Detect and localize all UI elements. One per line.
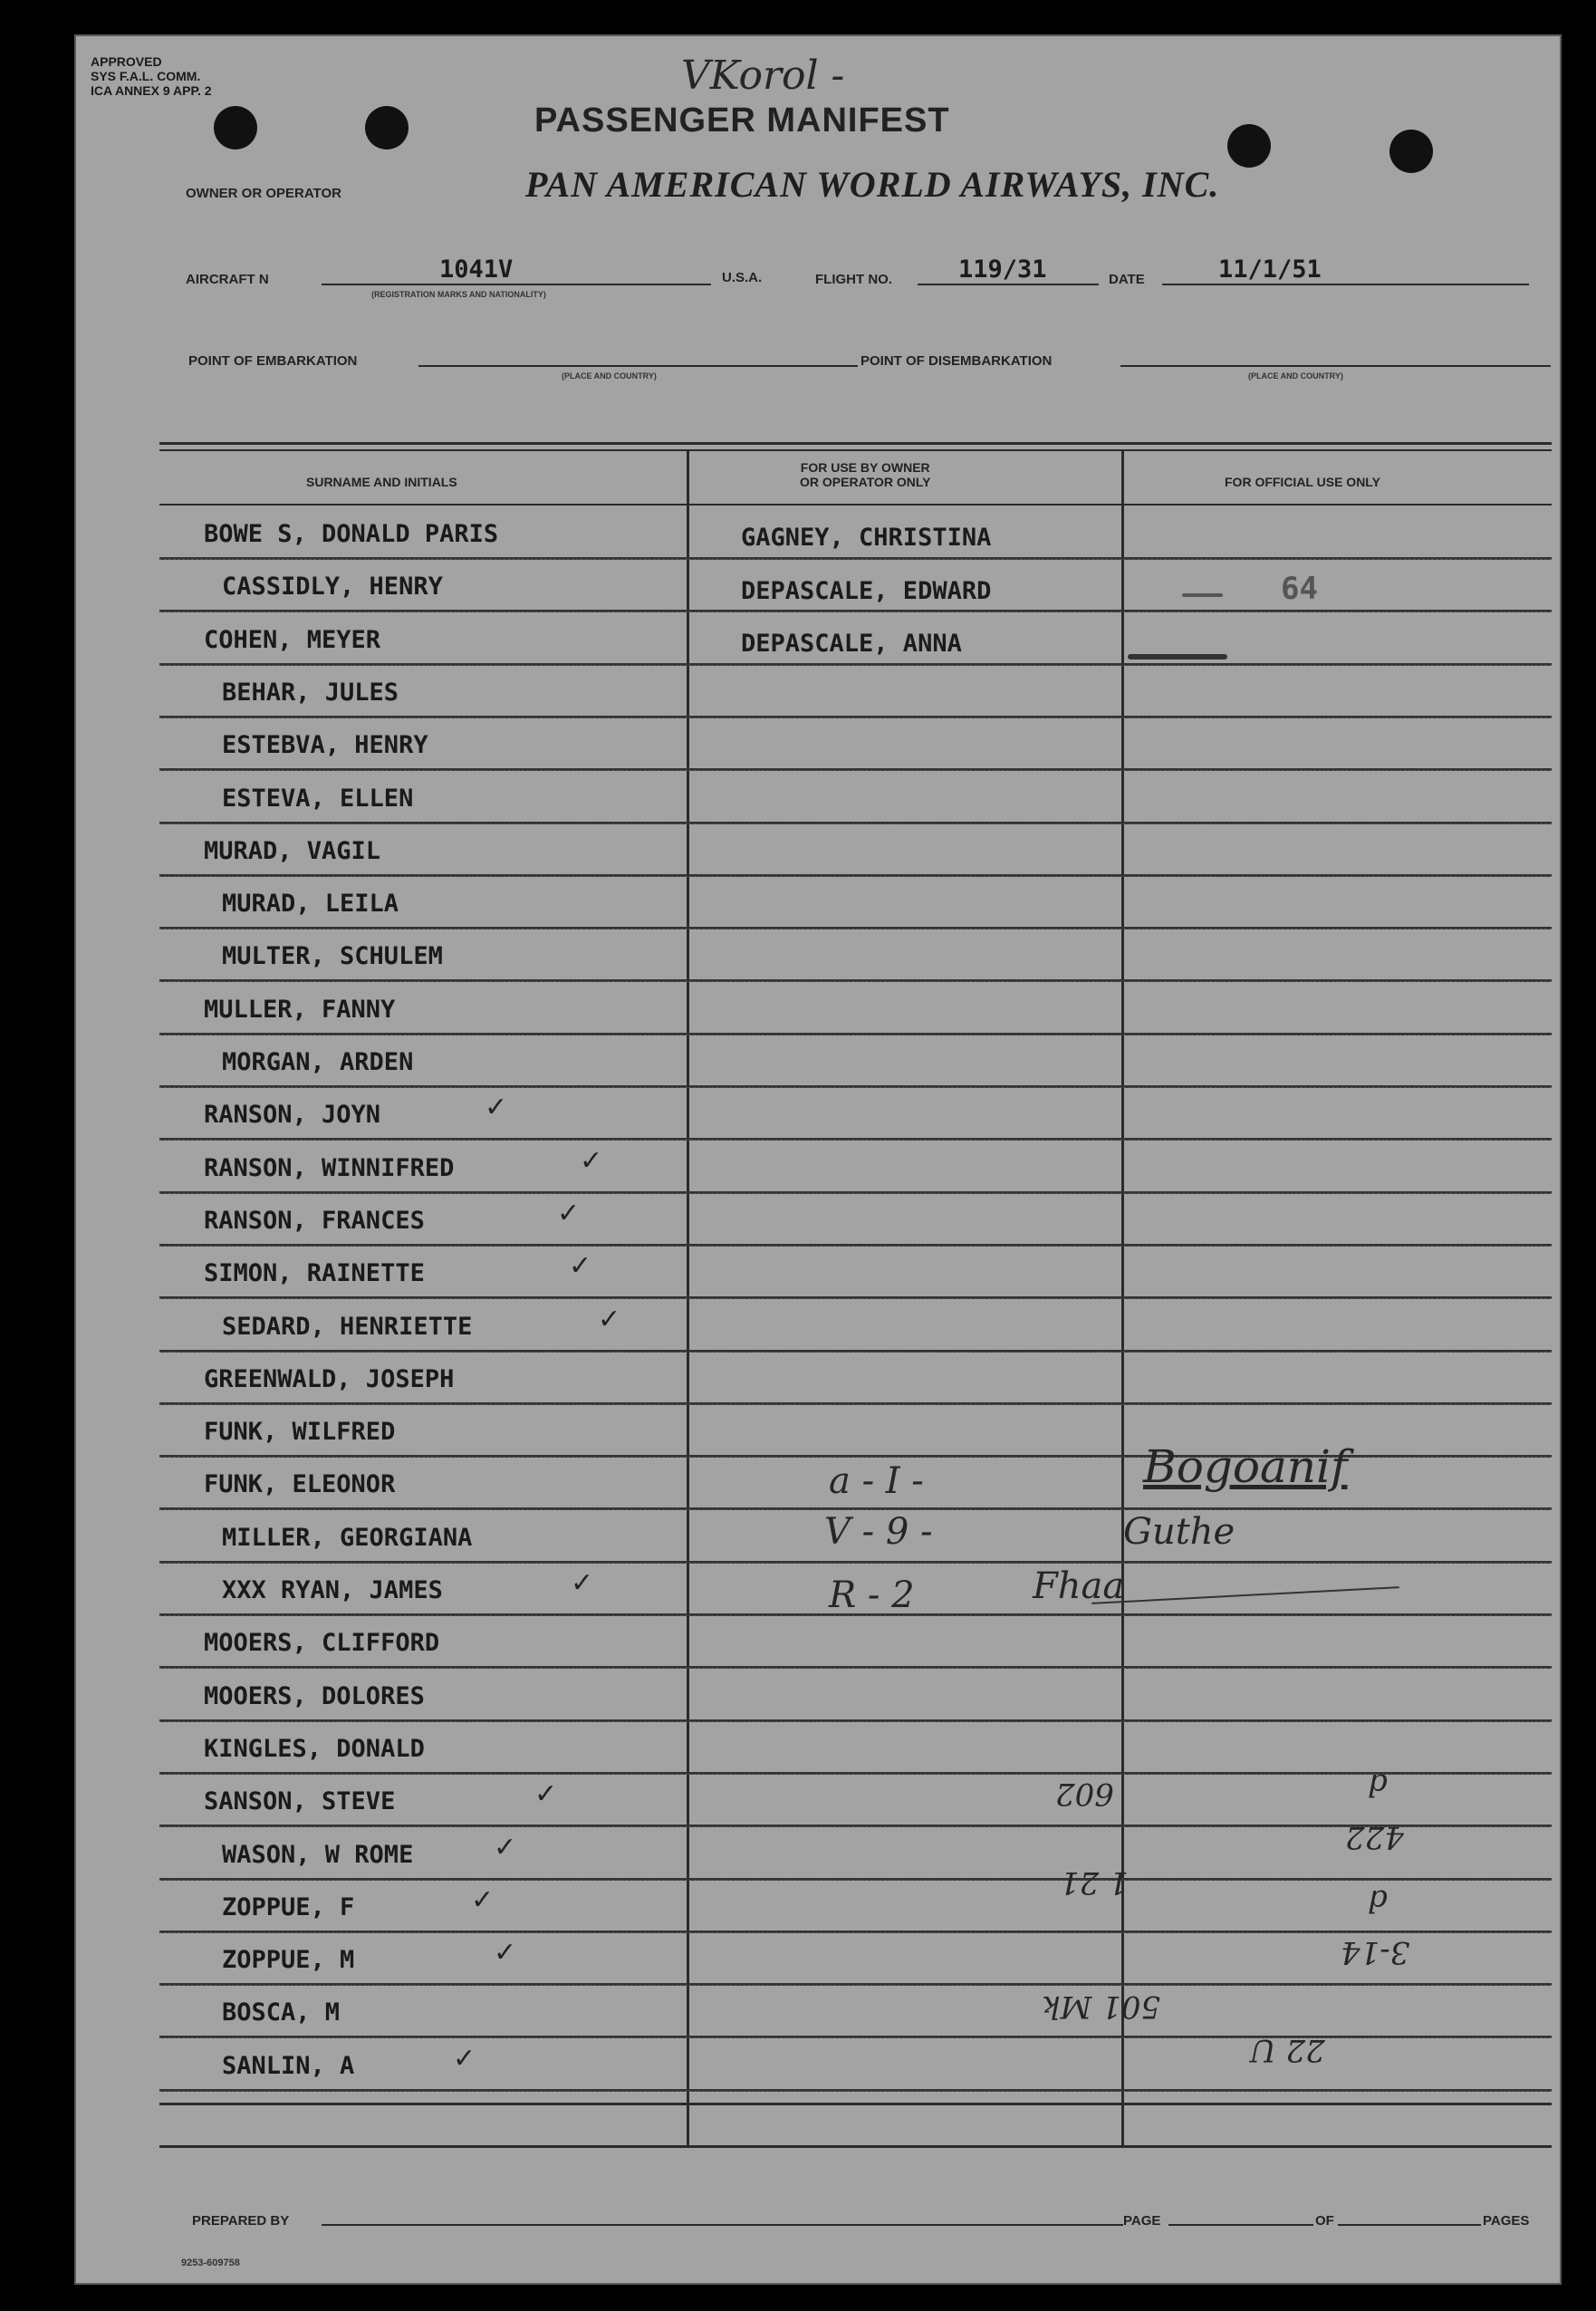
date-label: DATE [1109,272,1145,287]
pages-label: PAGES [1483,2213,1530,2229]
checkmark-icon: ✓ [569,1250,592,1283]
approval-line: ICA ANNEX 9 APP. 2 [91,83,212,98]
passenger-name: FUNK, WILFRED [204,1418,396,1447]
page-line [1168,2224,1313,2226]
row-rule [159,1666,1552,1669]
handwritten-note: R - 2 [829,1574,915,1616]
handwritten-signature: Fhaa [1033,1565,1125,1607]
registration-note: (REGISTRATION MARKS AND NATIONALITY) [371,290,546,299]
checkmark-icon: ✓ [598,1303,621,1335]
checkmark-icon: ✓ [557,1197,581,1229]
handwritten-top-note: VKorol - [681,53,845,99]
passenger-name: CASSIDLY, HENRY [222,573,443,602]
row-rule [159,2089,1552,2092]
row-rule [159,979,1552,982]
table-bottom-rule [159,2103,1552,2105]
handwritten-note: 22 U [1250,2032,1325,2068]
passenger-name: FUNK, ELEONOR [204,1470,396,1499]
of-line [1338,2224,1481,2226]
passenger-name: ZOPPUE, M [222,1946,355,1975]
passenger-name: BEHAR, JULES [222,678,399,707]
passenger-name: WASON, W ROME [222,1840,414,1869]
ink-smudge [1182,593,1223,597]
disembarkation-underline [1120,365,1551,367]
punch-hole [214,106,257,149]
passenger-name: RANSON, JOYN [204,1101,381,1130]
aircraft-underline [322,284,711,285]
official-stamp: 64 [1281,571,1318,607]
table-top-rule [159,442,1552,445]
page-label: PAGE [1123,2213,1161,2229]
passenger-name: KINGLES, DONALD [204,1734,425,1763]
handwritten-note: d [1368,1883,1388,1919]
row-rule [159,1772,1552,1775]
row-rule [159,1878,1552,1881]
embarkation-underline [418,365,858,367]
flight-label: FLIGHT NO. [815,272,892,287]
handwritten-signature: Guthe [1123,1511,1235,1553]
handwritten-note: 602 [1055,1776,1114,1812]
passenger-name: MURAD, VAGIL [204,836,381,865]
disembarkation-label: POINT OF DISEMBARKATION [860,353,1053,369]
date-underline [1162,284,1529,285]
column-header-official: FOR OFFICIAL USE ONLY [1225,475,1380,489]
passenger-name: RANSON, WINNIFRED [204,1153,455,1182]
row-rule [159,822,1552,824]
checkmark-icon: ✓ [580,1144,603,1177]
table-top-rule [159,449,1552,451]
passenger-name: ESTEBVA, HENRY [222,731,428,760]
prepared-by-label: PREPARED BY [192,2213,290,2229]
punch-hole [1389,130,1433,173]
passenger-name: SANSON, STEVE [204,1787,396,1816]
row-rule [159,768,1552,771]
row-rule [159,1191,1552,1194]
handwritten-note: a - I - [829,1460,924,1502]
passenger-name: MOOERS, CLIFFORD [204,1629,440,1658]
passenger-name: SEDARD, HENRIETTE [222,1312,473,1341]
row-rule [159,1983,1552,1986]
place-note: (PLACE AND COUNTRY) [1248,371,1343,380]
form-number: 9253-609758 [181,2258,240,2268]
date-value: 11/1/51 [1218,255,1322,284]
handwritten-note: 3-14 [1341,1934,1410,1970]
passenger-name: MULTER, SCHULEM [222,942,443,971]
passenger-name: SANLIN, A [222,2051,355,2080]
table-bottom-rule [159,2145,1552,2148]
handwritten-note: 422 [1345,1819,1404,1855]
page-title: PASSENGER MANIFEST [534,101,950,140]
passenger-name: MURAD, LEILA [222,890,399,919]
ink-smudge [1128,654,1227,660]
checkmark-icon: ✓ [453,2042,476,2075]
passenger-name: MULLER, FANNY [204,995,396,1024]
row-rule [159,1138,1552,1141]
flight-value: 119/31 [958,255,1047,284]
row-rule [159,1402,1552,1405]
row-rule [159,1296,1552,1299]
row-rule [159,1507,1552,1510]
passenger-name: MOOERS, DOLORES [204,1681,425,1710]
approval-line: APPROVED [91,54,162,69]
embarkation-label: POINT OF EMBARKATION [188,353,358,369]
punch-hole [365,106,409,149]
operator-entry: DEPASCALE, ANNA [741,630,962,658]
passenger-name: MORGAN, ARDEN [222,1048,414,1076]
checkmark-icon: ✓ [571,1567,594,1599]
handwritten-note: 1 21 [1060,1864,1129,1901]
operator-entry: DEPASCALE, EDWARD [741,577,992,605]
operator-entry: GAGNEY, CHRISTINA [741,524,992,552]
row-rule [159,1561,1552,1564]
passenger-name: ESTEVA, ELLEN [222,784,414,813]
passenger-name: ZOPPUE, F [222,1892,355,1921]
handwritten-note: d [1368,1767,1388,1803]
passenger-name: RANSON, FRANCES [204,1206,425,1235]
handwritten-signature: Bogoanif [1143,1440,1348,1493]
passenger-name: MILLER, GEORGIANA [222,1523,473,1552]
column-header-line: FOR USE BY OWNER [800,460,930,475]
column-header-operator [800,460,930,489]
punch-hole [1227,124,1271,168]
passenger-name: COHEN, MEYER [204,625,381,654]
checkmark-icon: ✓ [471,1883,495,1916]
owner-label: OWNER OR OPERATOR [186,186,341,201]
passenger-name: BOWE S, DONALD PARIS [204,520,499,548]
row-rule [159,1085,1552,1088]
checkmark-icon: ✓ [494,1937,517,1969]
handwritten-note: V - 9 - [824,1511,933,1553]
row-rule [159,874,1552,877]
checkmark-icon: ✓ [494,1831,517,1863]
approval-line: SYS F.A.L. COMM. [91,69,201,83]
row-rule [159,1244,1552,1247]
of-label: OF [1315,2213,1334,2229]
row-rule [159,610,1552,612]
approval-block [91,54,212,98]
passenger-name: SIMON, RAINETTE [204,1259,425,1288]
row-rule [159,1931,1552,1933]
aircraft-value: 1041V [439,255,514,284]
usa-label: U.S.A. [722,270,763,285]
row-rule [159,1033,1552,1035]
row-rule [159,557,1552,560]
row-rule [159,927,1552,929]
passenger-name: XXX RYAN, JAMES [222,1576,443,1604]
prepared-by-line [322,2224,1123,2226]
column-header-surname: SURNAME AND INITIALS [306,475,457,489]
passenger-name: GREENWALD, JOSEPH [204,1364,455,1393]
handwritten-note: 501 Mk [1042,1988,1161,2025]
row-rule [159,716,1552,718]
row-rule [159,1719,1552,1722]
operator-name: PAN AMERICAN WORLD AIRWAYS, INC. [525,164,1220,205]
checkmark-icon: ✓ [485,1092,508,1124]
header-bottom-rule [159,504,1552,506]
row-rule [159,663,1552,666]
passenger-name: BOSCA, M [222,1998,341,2027]
row-rule [159,1825,1552,1827]
place-note: (PLACE AND COUNTRY) [562,371,657,380]
row-rule [159,2036,1552,2038]
row-rule [159,1350,1552,1353]
aircraft-label: AIRCRAFT N [186,272,269,287]
column-header-line: OR OPERATOR ONLY [800,475,931,489]
checkmark-icon: ✓ [534,1778,558,1811]
flight-underline [918,284,1099,285]
